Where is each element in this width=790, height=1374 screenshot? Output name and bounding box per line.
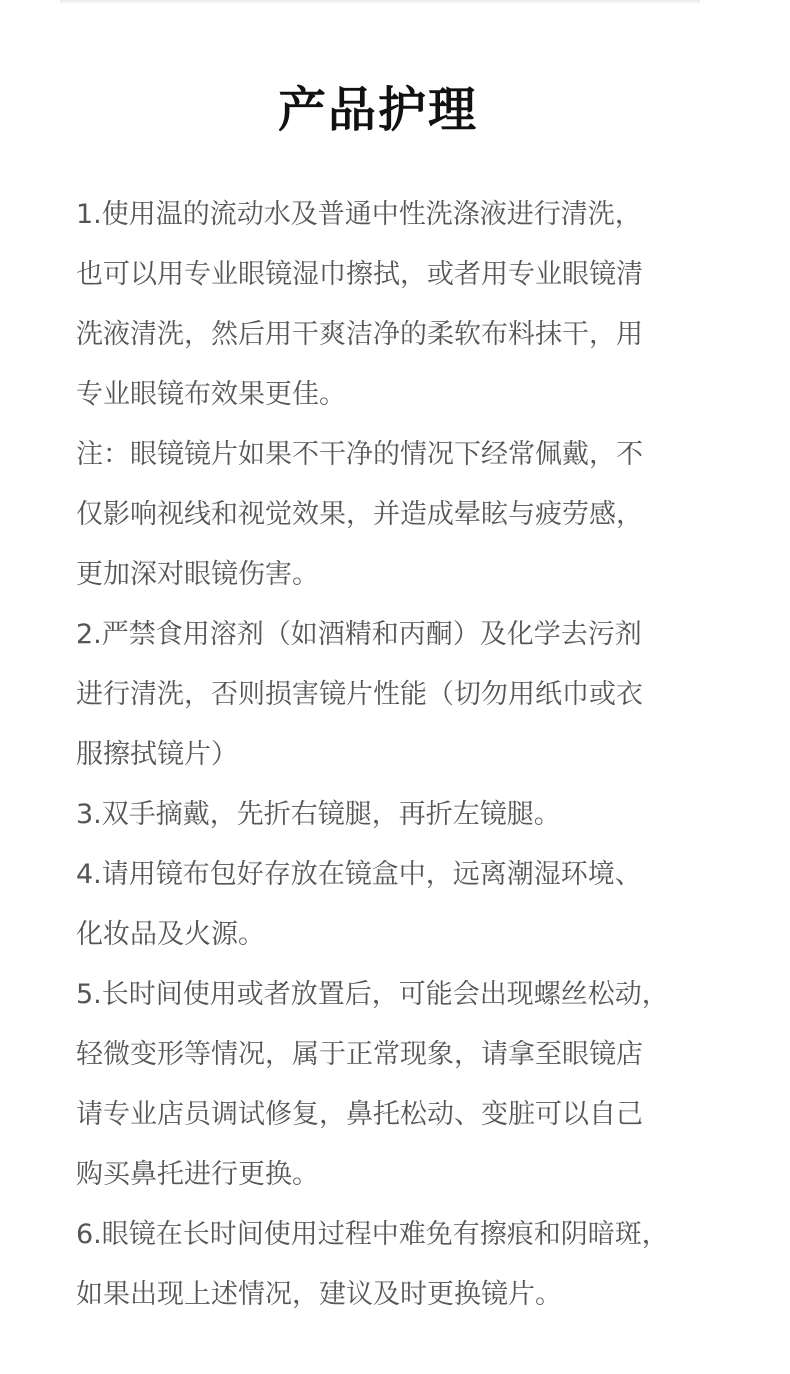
text-line: 更加深对眼镜伤害。 [76,559,319,590]
top-divider [60,0,700,4]
text-line: 6.眼镜在长时间使用过程中难免有擦痕和阴暗斑， [76,1219,669,1250]
page-title: 产品护理 [277,82,478,138]
care-instructions [76,185,726,1325]
text-line: 洗液清洗，然后用干爽洁净的柔软布料抹干，用 [76,319,643,350]
text-line: 3.双手摘戴，先折右镜腿，再折左镜腿。 [76,799,561,830]
paragraph-cleaning [76,185,726,425]
text-line: 2.严禁食用溶剂（如酒精和丙酮）及化学去污剂 [76,619,642,650]
text-line: 5.长时间使用或者放置后，可能会出现螺丝松动， [76,979,669,1010]
text-line: 4.请用镜布包好存放在镜盒中，远离潮湿环境、 [76,859,642,890]
text-line: 服擦拭镜片） [76,739,238,770]
paragraph-note [76,425,726,605]
paragraph-storage [76,845,726,965]
text-line: 化妆品及火源。 [76,919,265,950]
text-line: 仅影响视线和视觉效果，并造成晕眩与疲劳感， [76,499,643,530]
text-line: 如果出现上述情况，建议及时更换镜片。 [76,1279,562,1310]
paragraph-maintenance [76,965,726,1205]
text-line: 注：眼镜镜片如果不干净的情况下经常佩戴，不 [76,439,643,470]
paragraph-wearing [76,785,726,845]
text-line: 进行清洗，否则损害镜片性能（切勿用纸巾或衣 [76,679,643,710]
text-line: 专业眼镜布效果更佳。 [76,379,346,410]
text-line: 购买鼻托进行更换。 [76,1159,319,1190]
text-line: 也可以用专业眼镜湿巾擦拭，或者用专业眼镜清 [76,259,643,290]
text-line: 轻微变形等情况，属于正常现象，请拿至眼镜店 [76,1039,643,1070]
text-line: 1.使用温的流动水及普通中性洗涤液进行清洗， [76,199,642,230]
paragraph-solvents [76,605,726,785]
text-line: 请专业店员调试修复，鼻托松动、变脏可以自己 [76,1099,643,1130]
paragraph-scratches [76,1205,726,1325]
